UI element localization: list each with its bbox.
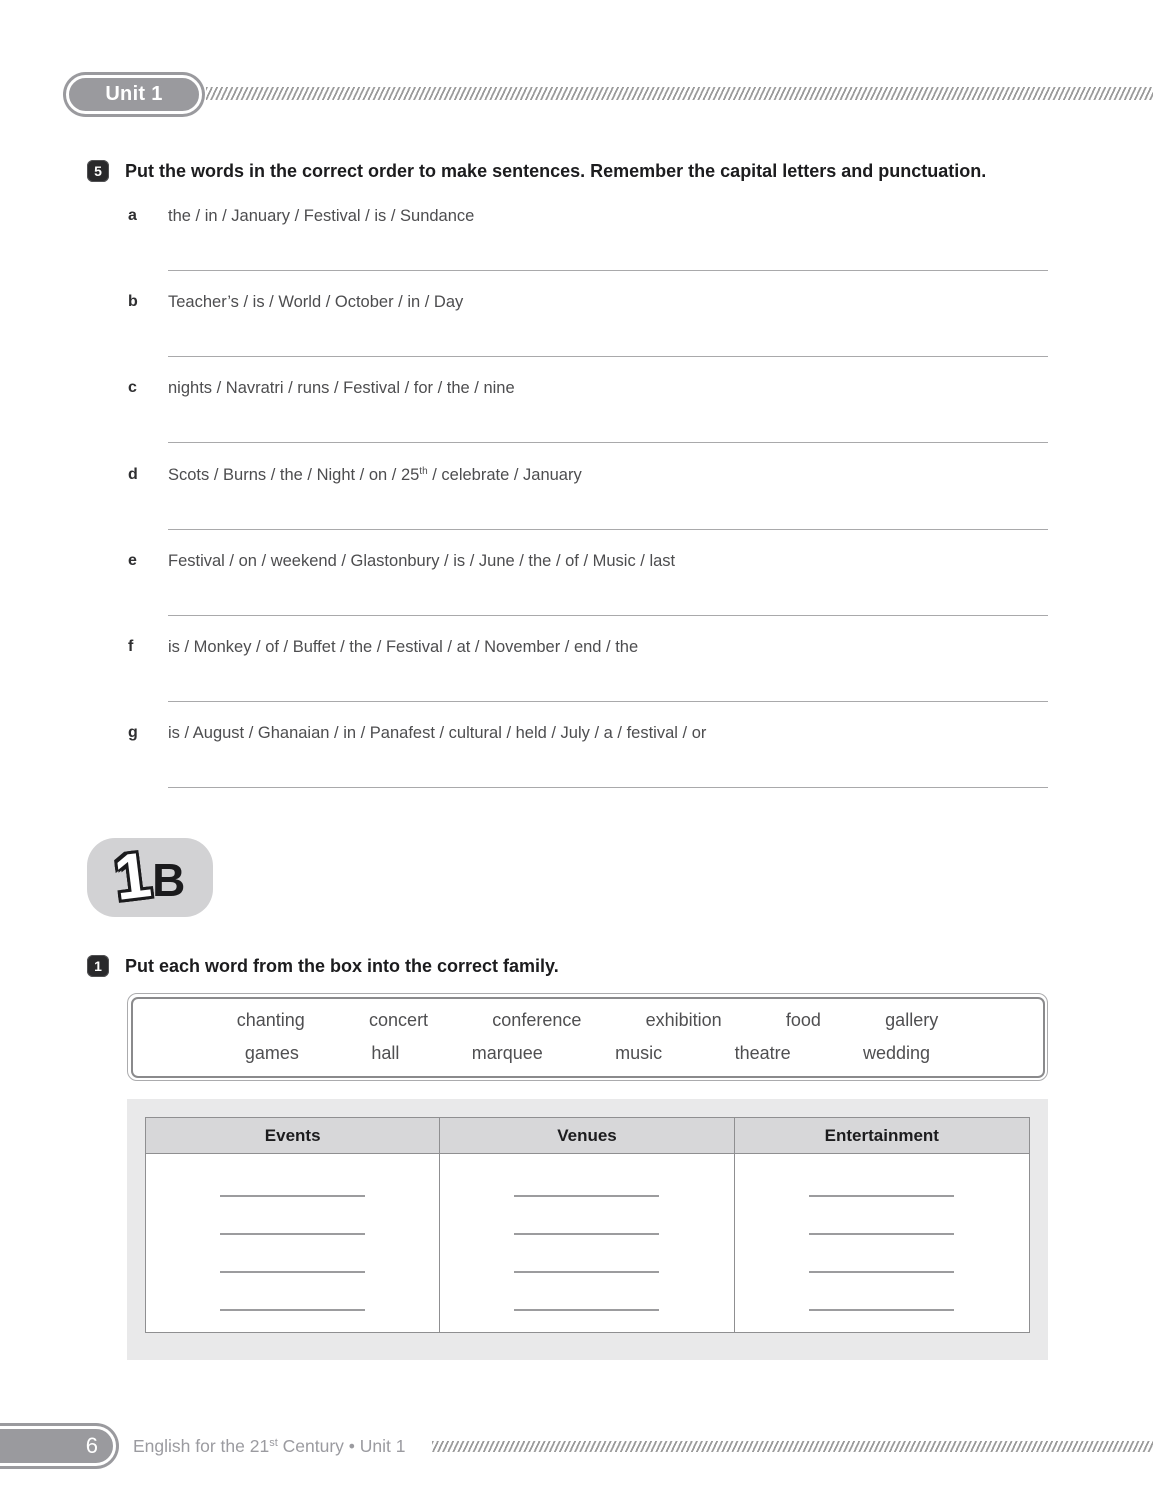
item-letter: c	[128, 379, 137, 396]
exercise5-number: 5	[94, 163, 102, 179]
item-scrambled-words: the / in / January / Festival / is / Sundance	[168, 207, 475, 225]
answer-blank	[146, 1159, 439, 1197]
exercise5-item-c	[128, 379, 1048, 459]
word: chanting	[236, 1010, 305, 1030]
answer-line	[168, 442, 1048, 443]
word: music	[615, 1043, 663, 1063]
ordinal-superscript: th	[419, 466, 428, 477]
answer-blank	[735, 1197, 1029, 1235]
answer-line	[168, 356, 1048, 357]
table-panel	[127, 1099, 1048, 1360]
word: gallery	[885, 1010, 939, 1030]
exercise1-number: 1	[94, 958, 102, 974]
word: games	[244, 1043, 299, 1063]
exercise5-item-f	[128, 638, 1048, 718]
answer-line	[168, 615, 1048, 616]
exercise1-number-badge	[87, 955, 109, 977]
table-column-venues	[440, 1154, 734, 1332]
section-1b-badge	[87, 838, 213, 917]
answer-line	[168, 529, 1048, 530]
answer-line	[168, 701, 1048, 702]
answer-blank	[146, 1235, 439, 1273]
unit-badge-label: Unit 1	[105, 83, 163, 105]
section-badge-letter: B	[152, 853, 186, 906]
exercise5-instruction: Put the words in the correct order to make sentences. Remember the capital letters and punctuation.	[125, 161, 987, 181]
item-letter: a	[128, 207, 137, 224]
answer-blank	[440, 1197, 733, 1235]
table-header-events: Events	[146, 1118, 440, 1154]
item-letter: d	[128, 466, 138, 483]
word: food	[785, 1010, 821, 1030]
word: exhibition	[645, 1010, 722, 1030]
exercise5-item-e	[128, 552, 1048, 632]
exercise5-item-b	[128, 293, 1048, 373]
page-number-pill	[0, 1426, 116, 1466]
answer-blank	[440, 1159, 733, 1197]
item-letter: f	[128, 638, 134, 655]
word: hall	[371, 1043, 400, 1063]
exercise5-number-badge	[87, 160, 109, 182]
answer-blank	[735, 1235, 1029, 1273]
word: concert	[369, 1010, 429, 1030]
word: marquee	[471, 1043, 543, 1063]
answer-blank	[440, 1273, 733, 1311]
page-number: 6	[85, 1433, 98, 1458]
exercise1-instruction: Put each word from the box into the correct family.	[125, 956, 559, 976]
answer-line	[168, 270, 1048, 271]
word-family-table	[145, 1117, 1030, 1333]
item-scrambled-words: is / Monkey / of / Buffet / the / Festival / at / November / end / the	[168, 638, 639, 656]
footer-series-title: English for the 21st Century • Unit 1	[133, 1436, 406, 1456]
item-scrambled-words: nights / Navratri / runs / Festival / for / the / nine	[168, 379, 515, 397]
word-box	[127, 993, 1048, 1081]
item-letter: b	[128, 293, 138, 310]
ordinal-superscript: st	[269, 1437, 278, 1449]
item-scrambled-words: is / August / Ghanaian / in / Panafest / cultural / held / July / a / festival / or	[168, 724, 707, 742]
word: theatre	[734, 1043, 791, 1063]
item-scrambled-words: Scots / Burns / the / Night / on / 25th / celebrate / January	[168, 466, 582, 484]
word-box-inner	[131, 997, 1045, 1078]
answer-line	[168, 787, 1048, 788]
exercise5-item-g	[128, 724, 1048, 804]
table-column-entertainment	[735, 1154, 1029, 1332]
header-hatch-rule	[206, 87, 1153, 100]
word: wedding	[863, 1043, 931, 1063]
answer-blank	[146, 1273, 439, 1311]
item-letter: g	[128, 724, 138, 741]
section-badge-number: 1	[110, 837, 155, 914]
item-scrambled-words: Festival / on / weekend / Glastonbury / is / June / the / of / Music / last	[168, 552, 676, 570]
table-column-events	[146, 1154, 440, 1332]
answer-blank	[735, 1159, 1029, 1197]
exercise5-item-a	[128, 207, 1048, 287]
item-scrambled-words: Teacher’s / is / World / October / in / Day	[168, 293, 464, 311]
table-header-entertainment: Entertainment	[735, 1118, 1029, 1154]
table-header-venues: Venues	[440, 1118, 734, 1154]
word: conference	[492, 1010, 582, 1030]
footer-hatch-rule	[432, 1441, 1153, 1452]
item-letter: e	[128, 552, 137, 569]
exercise5-item-d	[128, 466, 1048, 546]
answer-blank	[440, 1235, 733, 1273]
unit-badge	[66, 75, 202, 114]
answer-blank	[146, 1197, 439, 1235]
answer-blank	[735, 1273, 1029, 1311]
word-box-row-1	[173, 1004, 1003, 1037]
word-box-row-2	[173, 1037, 1003, 1070]
